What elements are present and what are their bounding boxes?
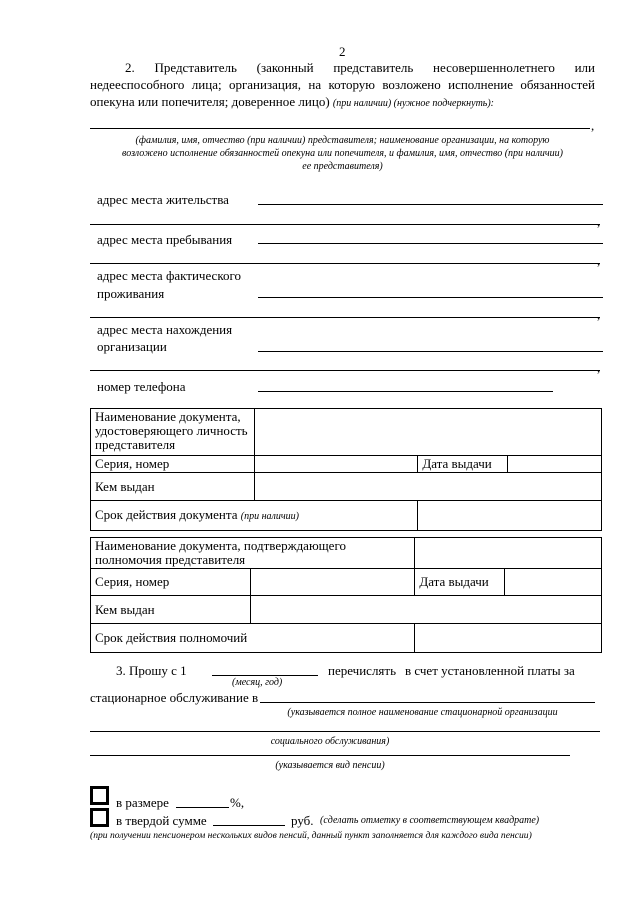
auth-doc-issue-date-value[interactable] <box>505 569 602 596</box>
org-address-line-2[interactable] <box>90 370 600 371</box>
id-doc-issue-date-value[interactable] <box>508 456 602 473</box>
fixed-sum-suffix: руб. <box>291 813 314 828</box>
auth-doc-issue-date-label: Дата выдачи <box>415 569 505 596</box>
stay-comma: , <box>597 253 601 268</box>
id-doc-name-3: представителя <box>95 437 176 452</box>
id-doc-issued-by-value[interactable] <box>254 473 601 501</box>
section-2-word: представитель <box>333 60 414 75</box>
section-2-word: или <box>574 60 595 75</box>
id-doc-validity-note: (при наличии) <box>240 511 300 522</box>
org-address-label-1: адрес места нахождения <box>97 322 233 337</box>
name-comma: , <box>591 118 595 133</box>
section-3-transfer: перечислять <box>328 663 397 678</box>
month-year-line[interactable] <box>212 675 318 676</box>
org-address-line-1[interactable] <box>258 351 603 352</box>
stay-label: адрес места пребывания <box>97 232 233 247</box>
month-year-caption: (месяц, год) <box>232 677 283 688</box>
organization-name-line-2[interactable] <box>90 731 600 732</box>
actual-comma: , <box>597 307 601 322</box>
percent-label: в размере <box>116 795 169 810</box>
pension-type-line[interactable] <box>90 755 570 756</box>
auth-doc-issued-by-value[interactable] <box>250 596 601 624</box>
id-doc-validity-value[interactable] <box>418 501 602 531</box>
fixed-sum-note: (сделать отметку в соответствующем квадрате) <box>320 815 540 826</box>
section-3-line-2-prefix: стационарное обслуживание в <box>90 690 259 705</box>
section-3-lead: 3. Прошу с 1 <box>116 663 187 678</box>
section-2-number: 2. <box>125 60 135 75</box>
authority-document-table <box>90 537 602 653</box>
section-2-line-2: недееспособного лица; организация, на которую возложено исполнение обязанностей <box>90 77 595 92</box>
org-address-comma: , <box>597 360 601 375</box>
section-2-line-3 <box>90 94 494 110</box>
pension-caption: (указывается вид пенсии) <box>275 760 385 771</box>
auth-doc-validity-label: Срок действия полномочий <box>91 624 415 653</box>
id-doc-name-cell <box>91 409 255 456</box>
id-doc-series-label: Серия, номер <box>91 456 255 473</box>
actual-label-1: адрес места фактического <box>97 268 241 283</box>
id-doc-validity-label: Срок действия документа <box>95 507 238 522</box>
residence-line-1[interactable] <box>258 204 603 205</box>
id-doc-validity-label-cell <box>91 501 418 531</box>
name-caption-2: возложено исполнение обязанностей опекуна или попечителя, и фамилия, имя, отчество (при наличии) <box>122 148 563 159</box>
stay-line-2[interactable] <box>90 263 600 264</box>
stay-line-1[interactable] <box>258 243 603 244</box>
section-2-word: несовершеннолетнего <box>433 60 555 75</box>
percent-line[interactable] <box>176 807 229 808</box>
auth-doc-name-2: полномочия представителя <box>95 552 246 567</box>
organization-name-line[interactable] <box>260 702 595 703</box>
section-3-payment: в счет установленной платы за <box>405 663 575 678</box>
auth-doc-series-value[interactable] <box>250 569 415 596</box>
auth-doc-name-value[interactable] <box>415 538 602 569</box>
auth-doc-issued-by-label: Кем выдан <box>91 596 251 624</box>
auth-doc-validity-value[interactable] <box>415 624 602 653</box>
organization-caption-1: (указывается полное наименование стационарной организации <box>287 707 558 718</box>
id-doc-name-2: удостоверяющего личность <box>95 423 248 438</box>
id-doc-name-1: Наименование документа, <box>95 409 241 424</box>
actual-line-2[interactable] <box>90 317 600 318</box>
percent-checkbox[interactable] <box>90 786 109 805</box>
page-number: 2 <box>339 44 346 59</box>
org-address-label-2: организации <box>97 339 167 354</box>
section-2-word: (законный <box>256 60 314 75</box>
footnote: (при получении пенсионером нескольких видов пенсий, данный пункт заполняется для каждого вида пенсии) <box>90 830 532 841</box>
auth-doc-series-label: Серия, номер <box>91 569 251 596</box>
section-2-line-3-text: опекуна или попечителя; доверенное лицо) <box>90 94 330 109</box>
representative-name-line[interactable] <box>90 128 590 129</box>
residence-label: адрес места жительства <box>97 192 229 207</box>
residence-comma: , <box>597 214 601 229</box>
section-2-line-3-note: (при наличии) (нужное подчеркнуть): <box>332 98 495 109</box>
fixed-sum-checkbox[interactable] <box>90 808 109 827</box>
phone-line[interactable] <box>258 391 553 392</box>
auth-doc-name-1: Наименование документа, подтверждающего <box>95 538 346 553</box>
auth-doc-name-cell <box>91 538 415 569</box>
name-caption-1: (фамилия, имя, отчество (при наличии) представителя; наименование организации, на которую <box>135 135 550 146</box>
id-doc-series-value[interactable] <box>254 456 418 473</box>
name-caption-3: ее представителя) <box>302 161 383 172</box>
actual-label-2: проживания <box>97 286 165 301</box>
section-2-word: Представитель <box>154 60 237 75</box>
fixed-sum-label: в твердой сумме <box>116 813 207 828</box>
id-doc-name-value[interactable] <box>254 409 601 456</box>
id-doc-issue-date-label: Дата выдачи <box>418 456 508 473</box>
organization-caption-2: социального обслуживания) <box>270 736 390 747</box>
section-2-line-1 <box>90 60 595 76</box>
actual-line-1[interactable] <box>258 297 603 298</box>
phone-label: номер телефона <box>97 379 186 394</box>
fixed-sum-line[interactable] <box>213 825 285 826</box>
id-doc-issued-by-label: Кем выдан <box>91 473 255 501</box>
percent-suffix: %, <box>230 795 245 810</box>
residence-line-2[interactable] <box>90 224 600 225</box>
id-document-table <box>90 408 602 531</box>
